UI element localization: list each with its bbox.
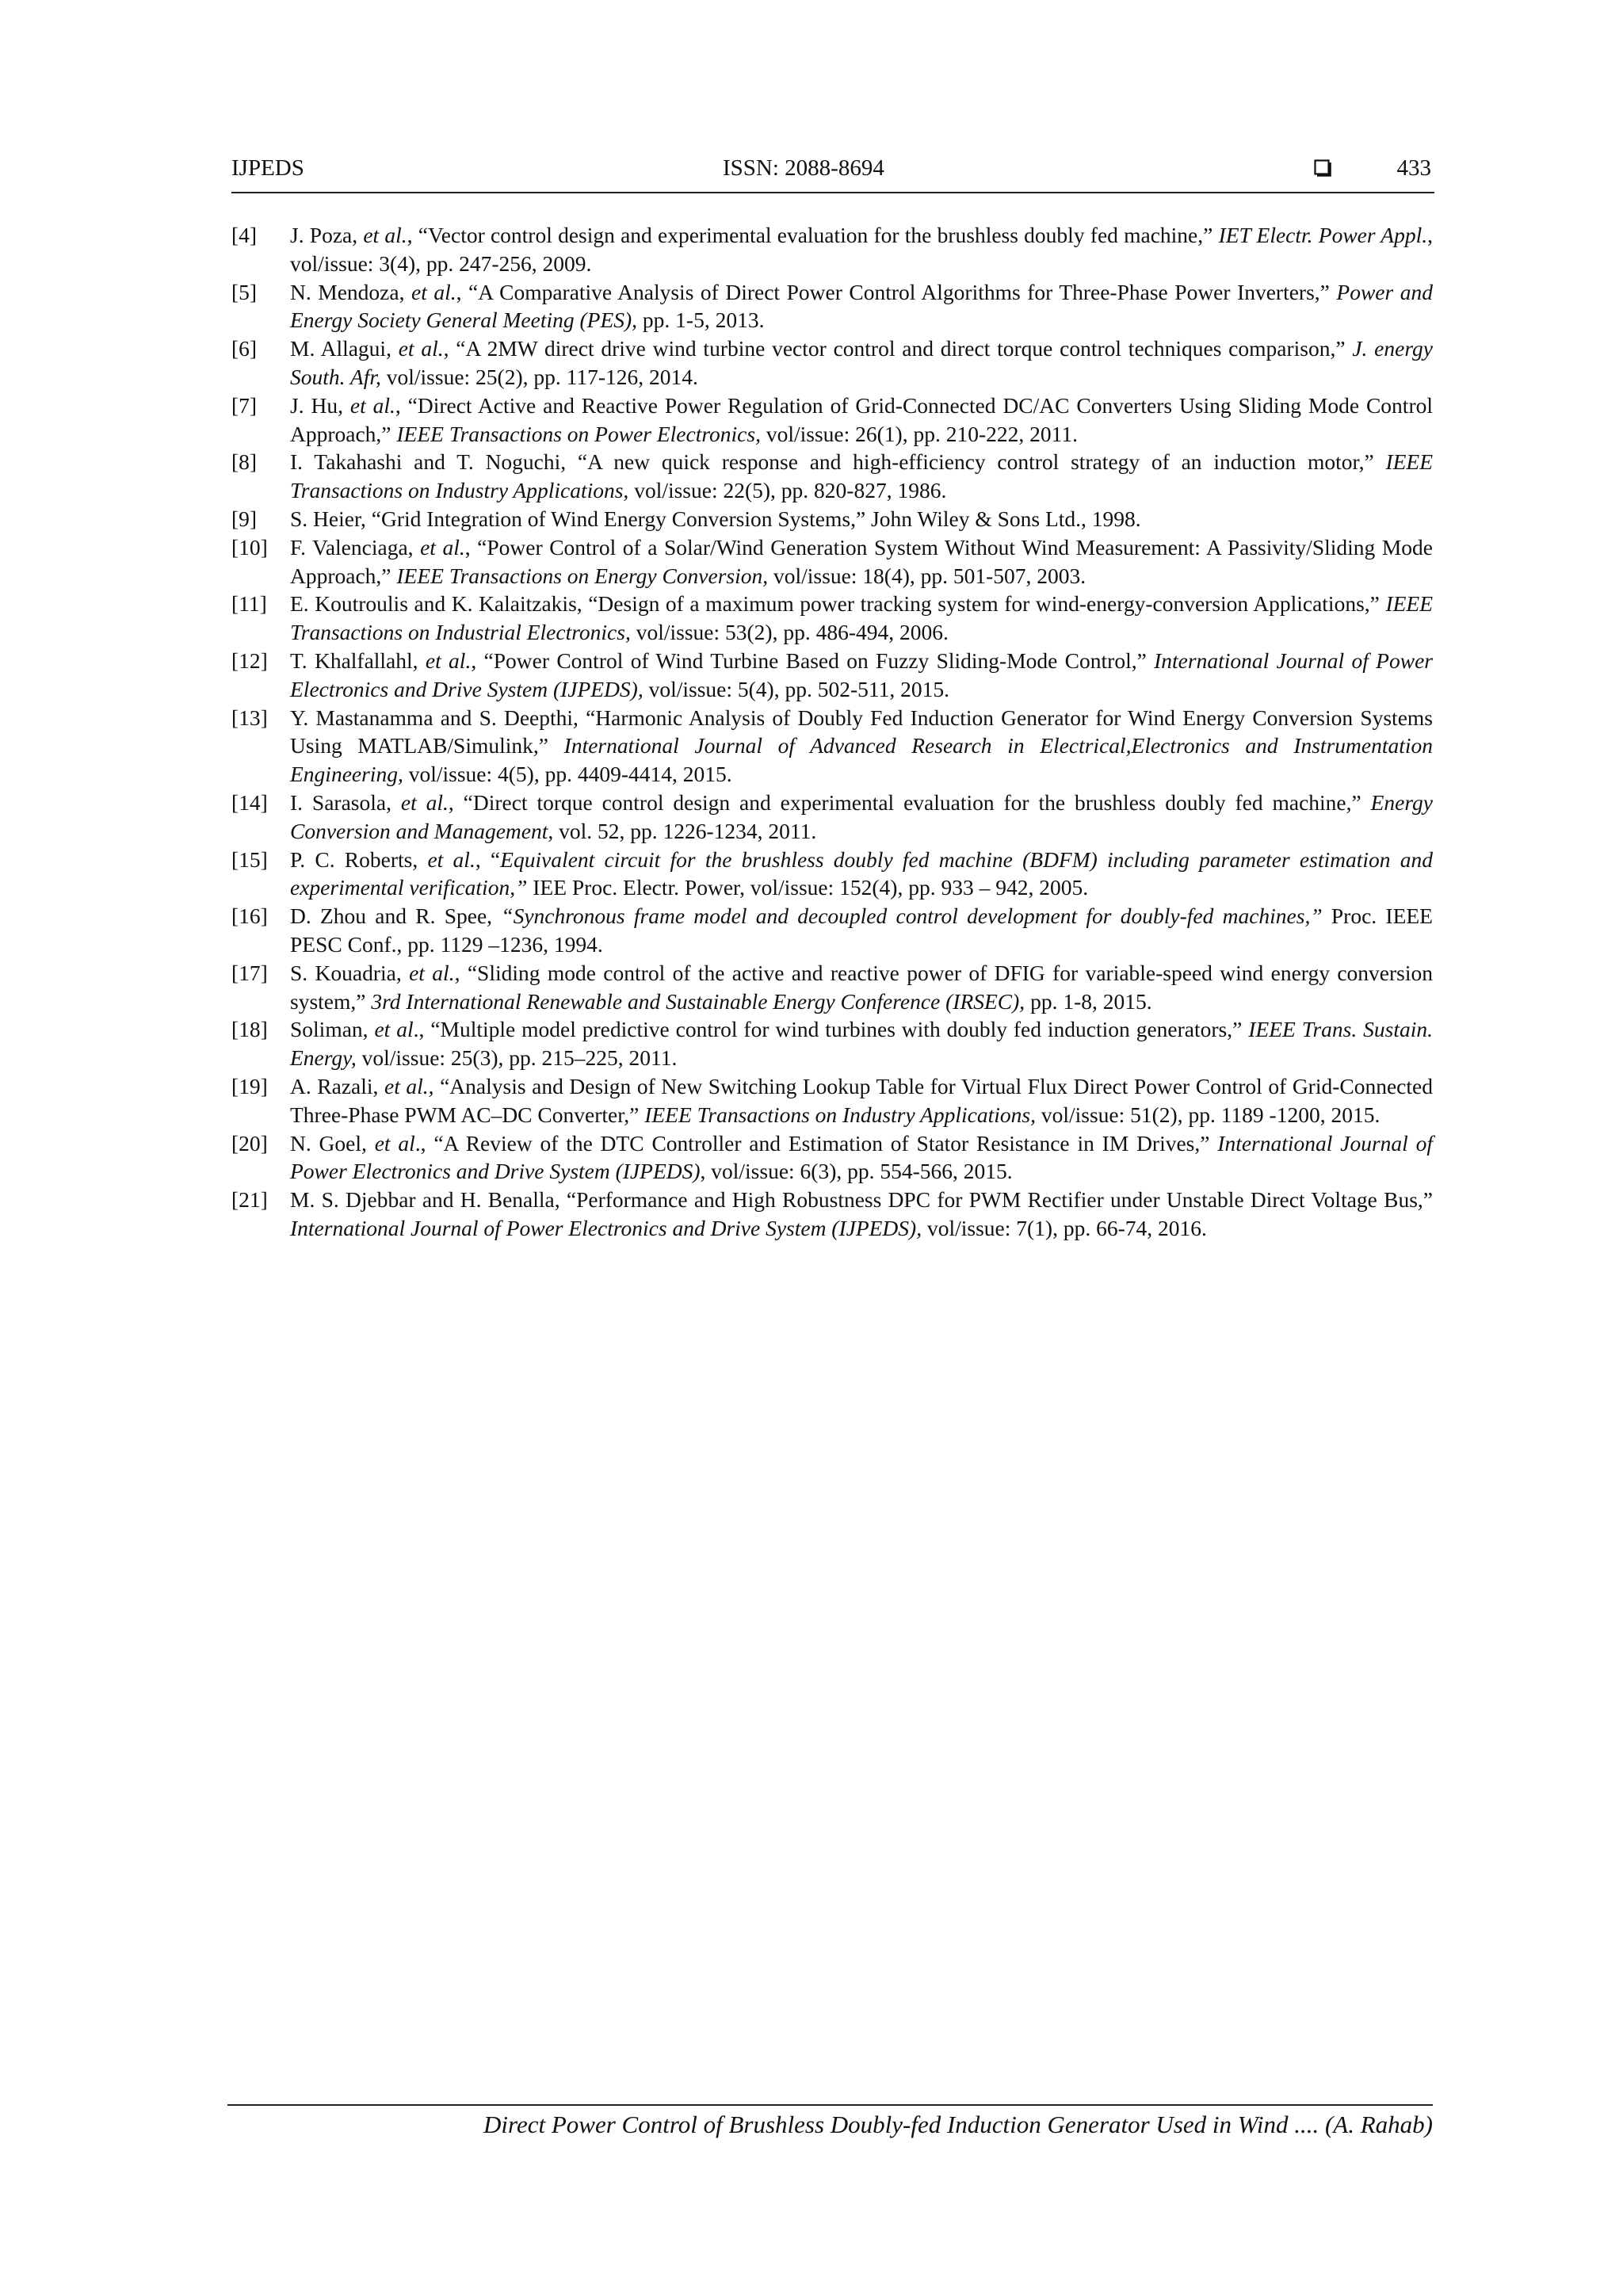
reference-italic-segment: Power and Energy Society General Meeting (PES), <box>290 279 1433 333</box>
reference-segment: E. Koutroulis and K. Kalaitzakis, “Design of a maximum power tracking system for wind-energy-conversion Applications,” <box>290 591 1386 617</box>
reference-italic-segment: et al. <box>363 223 407 247</box>
reference-italic-segment: IEEE Transactions on Energy Conversion, <box>396 563 769 588</box>
reference-segment: vol. 52, pp. 1226-1234, 2011. <box>553 818 817 843</box>
reference-segment: “Analysis and Design of New Switching Lookup Table for Virtual Flux Direct Power Control of Grid-Connected Three-Phase PWM AC–DC Converter,” <box>290 1073 1433 1127</box>
reference-italic-segment: “Synchronous frame model and decoupled control development for doubly-fed machines,” <box>501 904 1323 929</box>
reference-number: [9] <box>231 506 258 531</box>
reference-item <box>231 1129 1433 1186</box>
reference-item <box>231 533 1433 590</box>
reference-number: [4] <box>231 223 258 247</box>
page-number: 433 <box>1396 155 1431 181</box>
reference-segment: M. S. Djebbar and H. Benalla, “Performance and High Robustness DPC for PWM Rectifier under Unstable Direct Voltage Bus,” <box>290 1187 1433 1213</box>
reference-segment: J. Hu, <box>290 392 350 418</box>
reference-item <box>231 1015 1433 1072</box>
reference-segment: N. Mendoza, <box>290 279 411 304</box>
reference-number: [7] <box>231 392 258 418</box>
reference-item <box>231 647 1433 704</box>
reference-italic-segment: International Journal of Power Electronics and Drive System (IJPEDS), <box>290 1215 922 1240</box>
reference-segment: , “Sliding mode control of the active and reactive power of DFIG for variable-speed wind energy conversion system,” <box>290 960 1433 1014</box>
reference-item <box>231 1186 1433 1243</box>
reference-number: [8] <box>231 449 258 475</box>
reference-italic-segment: et al. <box>425 648 472 673</box>
reference-text <box>290 505 1433 533</box>
reference-item <box>231 1072 1433 1129</box>
reference-italic-segment: Energy Conversion and Management, <box>290 789 1434 843</box>
reference-item <box>231 590 1433 647</box>
reference-number: [17] <box>231 960 268 985</box>
reference-segment: , “A 2MW direct drive wind turbine vector control and direct torque control techniques comparison,” <box>443 336 1353 361</box>
reference-segment: pp. 1-8, 2015. <box>1025 988 1152 1014</box>
journal-name: IJPEDS <box>231 155 304 181</box>
reference-italic-segment: et al. <box>349 392 395 418</box>
reference-segment: Proc. IEEE PESC Conf., pp. 1129 –1236, 1994. <box>290 904 1433 957</box>
reference-text <box>290 789 1433 846</box>
reference-segment: vol/issue: 4(5), pp. 4409-4414, 2015. <box>403 762 732 787</box>
reference-number: [18] <box>231 1017 268 1042</box>
reference-italic-segment: IEEE Transactions on Industry Applications, <box>290 449 1433 503</box>
reference-segment: ., “Multiple model predictive control for wind turbines with doubly fed induction generators,” <box>413 1017 1249 1042</box>
reference-segment: A. Razali, <box>290 1073 384 1098</box>
reference-segment: vol/issue: 18(4), pp. 501-507, 2003. <box>768 563 1086 588</box>
reference-segment: vol/issue: 51(2), pp. 1189 -1200, 2015. <box>1035 1102 1381 1127</box>
reference-text <box>290 392 1433 449</box>
reference-segment: , “Power Control of a Solar/Wind Generation System Without Wind Measurement: A Passivity/Sliding Mode Approach,” <box>290 534 1433 588</box>
page-header <box>231 155 1434 193</box>
reference-segment: S. Heier, “Grid Integration of Wind Energy Conversion Systems,” John Wiley & Sons Ltd., 1998. <box>290 506 1141 531</box>
reference-list <box>231 221 1433 1243</box>
reference-segment: IEE Proc. Electr. Power, vol/issue: 152(4), pp. 933 – 942, 2005. <box>527 875 1089 900</box>
reference-italic-segment: et al. <box>409 960 455 985</box>
reference-segment: , “Direct torque control design and experimental evaluation for the brushless doubly fed machine,” <box>448 789 1371 815</box>
reference-segment: , “Vector control design and experimental evaluation for the brushless doubly fed machine,” <box>407 223 1219 247</box>
reference-item <box>231 704 1433 789</box>
reference-number: [5] <box>231 279 258 304</box>
reference-segment: N. Goel, <box>290 1130 375 1156</box>
reference-item <box>231 505 1433 533</box>
reference-segment: I. Sarasola, <box>290 789 401 815</box>
reference-segment: , “Direct Active and Reactive Power Regulation of Grid-Connected DC/AC Converters Using Sliding Mode Control Approach,” <box>290 392 1433 446</box>
reference-number: [16] <box>231 904 268 929</box>
reference-segment: , vol/issue: 3(4), pp. 247-256, 2009. <box>290 223 1433 276</box>
reference-segment: Soliman, <box>290 1017 375 1042</box>
reference-number: [12] <box>231 648 268 673</box>
reference-item <box>231 278 1433 335</box>
reference-segment: D. Zhou and R. Spee, <box>290 904 502 929</box>
reference-segment: I. Takahashi and T. Noguchi, “A new quick response and high-efficiency control strategy of an induction motor,” <box>290 449 1386 475</box>
reference-italic-segment: IEEE Transactions on Power Electronics, <box>396 421 761 446</box>
reference-item <box>231 392 1433 449</box>
reference-italic-segment: International Journal of Power Electronics and Drive System (IJPEDS) <box>290 1130 1433 1184</box>
reference-segment: M. Allagui, <box>290 336 399 361</box>
reference-text <box>290 846 1433 903</box>
reference-number: [14] <box>231 789 268 815</box>
reference-italic-segment: et al <box>374 1130 415 1156</box>
reference-italic-segment: et al. <box>427 846 475 872</box>
issn-label: ISSN: 2088-8694 <box>723 155 884 181</box>
reference-text <box>290 334 1433 392</box>
reference-segment: vol/issue: 25(2), pp. 117-126, 2014. <box>380 364 698 389</box>
reference-text <box>290 902 1433 959</box>
reference-text <box>290 590 1433 647</box>
reference-segment: S. Kouadria, <box>290 960 410 985</box>
reference-segment: vol/issue: 25(3), pp. 215–225, 2011. <box>356 1045 678 1071</box>
reference-segment: vol/issue: 53(2), pp. 486-494, 2006. <box>630 620 949 645</box>
running-title: Direct Power Control of Brushless Doubly-fed Induction Generator Used in Wind .... (A. Rahab) <box>483 2111 1433 2138</box>
reference-number: [21] <box>231 1187 268 1213</box>
reference-text <box>290 1129 1433 1186</box>
reference-number: [10] <box>231 534 268 560</box>
reference-item <box>231 334 1433 392</box>
reference-segment: Y. Mastanamma and S. Deepthi, “Harmonic Analysis of Doubly Fed Induction Generator for Wind Energy Conversion Systems Using MATLAB/Simulink,” <box>290 705 1433 758</box>
reference-italic-segment: IET Electr. Power Appl. <box>1218 223 1428 247</box>
reference-segment: P. C. Roberts, <box>290 846 428 872</box>
reference-segment: , “A Comparative Analysis of Direct Power Control Algorithms for Three-Phase Power Inverters,” <box>456 279 1337 304</box>
reference-italic-segment: J. energy South. Afr, <box>290 336 1433 389</box>
reference-item <box>231 789 1433 846</box>
reference-segment: , vol/issue: 6(3), pp. 554-566, 2015. <box>700 1159 1013 1184</box>
reference-item <box>231 846 1433 903</box>
checkbox-square-icon <box>1314 159 1331 177</box>
reference-italic-segment: et al. <box>400 789 449 815</box>
reference-number: [15] <box>231 846 268 872</box>
reference-italic-segment: International Journal of Power Electronics and Drive System (IJPEDS), <box>290 648 1433 701</box>
reference-text <box>290 704 1433 789</box>
reference-segment: vol/issue: 5(4), pp. 502-511, 2015. <box>643 676 949 701</box>
reference-italic-segment: et al. <box>420 534 465 560</box>
reference-text <box>290 1015 1433 1072</box>
reference-italic-segment: et al <box>374 1017 414 1042</box>
reference-item <box>231 448 1433 505</box>
reference-segment: vol/issue: 26(1), pp. 210-222, 2011. <box>760 421 1078 446</box>
reference-item <box>231 902 1433 959</box>
reference-text <box>290 959 1433 1016</box>
reference-italic-segment: et al. <box>411 279 456 304</box>
reference-italic-segment: et al., <box>384 1073 434 1098</box>
reference-segment: , “ <box>475 846 501 872</box>
reference-segment: T. Khalfallahl, <box>290 648 426 673</box>
reference-number: [13] <box>231 705 268 730</box>
reference-number: [11] <box>231 591 267 617</box>
reference-segment: vol/issue: 7(1), pp. 66-74, 2016. <box>922 1215 1207 1240</box>
reference-number: [19] <box>231 1073 268 1098</box>
reference-text <box>290 221 1433 278</box>
reference-segment: vol/issue: 22(5), pp. 820-827, 1986. <box>628 478 947 503</box>
reference-text <box>290 448 1433 505</box>
reference-italic-segment: IEEE Transactions on Industry Applications, <box>644 1102 1036 1127</box>
reference-italic-segment: IEEE Trans. Sustain. Energy, <box>290 1017 1434 1071</box>
reference-segment: pp. 1-5, 2013. <box>637 308 765 333</box>
reference-segment: J. Poza, <box>290 223 364 247</box>
page-footer <box>227 2104 1433 2139</box>
reference-italic-segment: IEEE Transactions on Industrial Electronics, <box>290 591 1433 645</box>
reference-text <box>290 278 1433 335</box>
reference-segment: ., “A Review of the DTC Controller and Estimation of Stator Resistance in IM Drives,” <box>414 1130 1218 1156</box>
reference-text <box>290 1072 1433 1129</box>
reference-italic-segment: Equivalent circuit for the brushless doubly fed machine (BDFM) including parameter estimation and experimental verification,” <box>290 846 1433 900</box>
reference-number: [6] <box>231 336 258 361</box>
reference-italic-segment: et al. <box>398 336 444 361</box>
reference-italic-segment: International Journal of Advanced Research in Electrical,Electronics and Instrumentation Engineering, <box>290 733 1434 787</box>
reference-segment: F. Valenciaga, <box>290 534 421 560</box>
reference-segment: , “Power Control of Wind Turbine Based on Fuzzy Sliding-Mode Control,” <box>471 648 1155 673</box>
reference-number: [20] <box>231 1130 268 1156</box>
reference-text <box>290 647 1433 704</box>
reference-text <box>290 1186 1433 1243</box>
reference-item <box>231 221 1433 278</box>
reference-text <box>290 533 1433 590</box>
reference-italic-segment: 3rd International Renewable and Sustainable Energy Conference (IRSEC), <box>371 988 1025 1014</box>
reference-item <box>231 959 1433 1016</box>
